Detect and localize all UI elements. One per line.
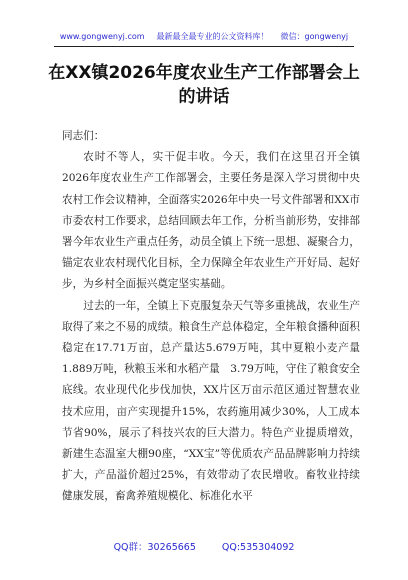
- salutation: 同志们：: [62, 130, 105, 142]
- paragraph-2: 过去的一年，全镇上下克服复杂天气等多重挑战，农业生产取得了来之不易的成绩。粮食生产总体稳定，全年粮食播种面积稳定在17.71万亩，总产量达5.679万吨，其中夏粮小麦产量1.889万吨，秋粮玉米和水稻产量 3.79万吨，守住了粮食安全底线。农业现代化步伐加快，XX片区万亩示范区通过智慧农业技术应用，亩产实现提升15%，农药施用减少30%，人工成本节省90%，展示了科技兴农的巨大潜力。特色产业提质增效，新建生态温室大棚90座，“XX宝”等优质农产品品牌影响力持续扩大，产品溢价超过25%，有效带动了农民增收。畜牧业持续健康发展，畜禽养殖规模化、标准化水平: [62, 299, 360, 503]
- header-divider: [54, 46, 354, 47]
- page-footer: [0, 539, 408, 553]
- header-site-link[interactable]: www.gongwenyj.com: [59, 32, 145, 41]
- footer-qq: QQ:535304092: [221, 542, 295, 553]
- document-body: [62, 126, 360, 508]
- paragraph-1: 农时不等人，实干促丰收。今天，我们在这里召开全镇2026年度农业生产工作部署会，主要任务是深入学习贯彻中央农村工作会议精神，全面落实2026年中央一号文件部署和XX市市委农村工作要求，总结回顾去年工作，分析当前形势，安排部署今年农业生产重点任务，动员全镇上下统一思想、凝聚合力，锚定农业农村现代化目标，全力保障全年农业生产开好局、起好步，为乡村全面振兴奠定坚实基础。: [62, 151, 360, 291]
- footer-qq-group: QQ群：30265665: [113, 542, 196, 553]
- header-wechat: 微信：gongwenyj: [280, 32, 349, 41]
- document-title: 在XX镇2026年度农业生产工作部署会上的讲话: [48, 63, 360, 107]
- page-header: [20, 31, 388, 42]
- header-slogan: 最新最全最专业的公文资料库！: [156, 32, 269, 41]
